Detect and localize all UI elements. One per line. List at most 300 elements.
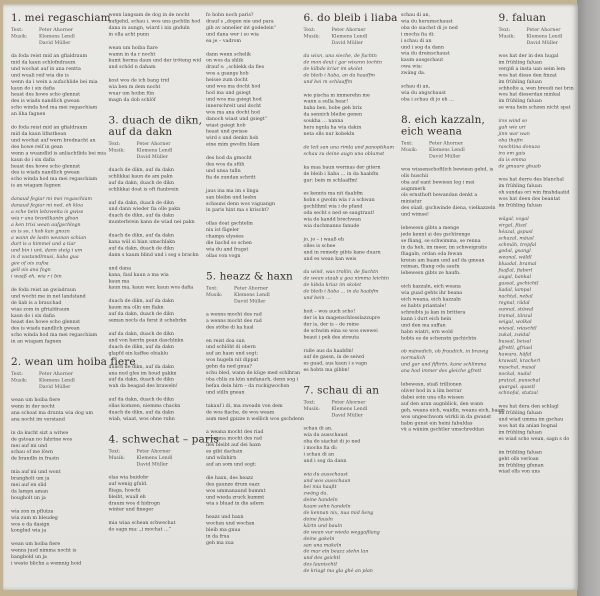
lyric-stanza: [206, 311, 294, 330]
lyric-line: kärtn und bauln: [303, 522, 343, 529]
lyric-line: héazal, gspusl: [498, 228, 533, 235]
lyric-line: und dana: [108, 265, 131, 271]
credit-label: Musik:: [11, 377, 28, 384]
lyric-line: wann a sulla hear!: [303, 98, 349, 105]
lyric-line: aum med gpizze n wellich wos gschdenn: [206, 415, 304, 422]
lyric-line: fuaßal, fiaberl: [498, 267, 533, 274]
lyric-line: eich kazzaln, eich weana: [401, 283, 461, 290]
lyric-line: de bleib i liaba … in da haabfm: [303, 288, 379, 295]
lyric-line: heast und gwisse: [206, 128, 248, 135]
column-4: [303, 11, 398, 582]
lyric-line: deine fausln: [303, 516, 333, 522]
lyric-line: hers ngnla ha wia dakin: [303, 124, 362, 131]
lyric-line: auf da dakn, duach de dikn: [108, 376, 174, 383]
lyric-line: wias zom in gfrialdraum: [11, 306, 70, 312]
lyric-line: reiman, fliang oda saufn: [401, 263, 460, 270]
lyric-stanza: [401, 349, 489, 375]
lyric-line: wia du ausschaust: [303, 471, 348, 477]
lyric-line: und gar und fifhrtn, kane schlimma: [401, 361, 487, 368]
lyric-line: in paris hint ma s krischt?: [206, 207, 269, 213]
lyric-line: lebewesn gibts a menge: [401, 225, 460, 231]
credit-value: David Müller: [39, 40, 71, 46]
lyric-line: en reist doa sun: [206, 337, 245, 344]
lyric-line: kreisn am baam und auf da gmean: [401, 257, 485, 263]
credit-label: [304, 412, 332, 419]
lyric-stanza: [304, 92, 392, 137]
song-title: [304, 385, 392, 397]
lyric-line: bangbold un ja: [11, 554, 47, 560]
lyric-line: wia du dreinschaust: [401, 50, 450, 57]
lyric-line: brangholt um ja: [11, 475, 50, 482]
lyric-line: des stöhe di ka hasl: [206, 324, 254, 330]
lyric-line: schau zu deine augn una oblumst: [303, 150, 385, 157]
lyric-line: winter und fineger: [108, 506, 154, 513]
lyric-line: mei auf mi und: [11, 442, 48, 449]
lyric-line: wenn a wuandlid is anliachtlids bei mia: [11, 150, 107, 156]
lyric-line: und bin i unt, dann steig i um: [11, 247, 83, 254]
lyric-line: drauf s „dogen nie und para: [206, 18, 274, 24]
lyric-stanza: [11, 541, 99, 567]
lyric-line: nachtal, nebal: [498, 293, 533, 299]
lyric-line: kumt herma daun und der tröteng wid: [108, 57, 202, 64]
credit-value: Peter Ahorner: [331, 27, 366, 33]
lyric-line: kaum ma olln um flakn: [108, 304, 164, 311]
lyric-line: auf da dakn, duach de dikn: [108, 396, 174, 403]
lyric-stanza: [109, 397, 197, 423]
lyric-line: und wos ma docht hod: [206, 83, 261, 90]
lyric-line: aufgehd, schau i, wos uns gschtln hod: [108, 18, 201, 24]
lyric-line: drauf s: „schlekk da fies: [206, 64, 265, 70]
lyric-line: olas wia buidobr: [108, 474, 149, 480]
lyric-line: gfrettl, gfriasl: [498, 345, 533, 351]
lyric-line: de kilbde kriar im skolet: [303, 65, 363, 72]
lyric-line: da foda reist mid an gfialdraum: [11, 53, 88, 59]
lyric-line: habn wiatri, ern wold: [401, 328, 453, 335]
credit-label: Text:: [11, 371, 23, 377]
lyric-line: hobts es de schenstn gschichtn: [401, 335, 477, 341]
lyric-line: fia de zundan schritt: [206, 174, 256, 180]
lyric-line: oba do siachst di jo ned: [303, 438, 361, 444]
lyric-line: bluadal, bramal: [498, 261, 537, 267]
lyric-line: wean um hoiba fiere: [11, 541, 61, 547]
lyric-stanza: [304, 164, 392, 183]
column-6: [499, 12, 587, 582]
lyric-line: es hobts ma gibbn!: [303, 367, 350, 373]
lyric-line: fliaga, hoschi: [108, 487, 141, 493]
lyric-line: wos hat der in den hugal: [498, 53, 559, 59]
lyric-line: schau of me löwn: [11, 449, 54, 455]
lyric-line: quargal, quastl: [498, 383, 535, 390]
credit-value: David Müller: [331, 412, 363, 419]
song-title-line: 5. heazz & haxn: [206, 269, 293, 282]
lyric-line: scho winda hod ma mei regaschiam: [11, 332, 98, 338]
lyric-line: hougholt un ja: [11, 494, 46, 501]
credit-value: David Müller: [136, 153, 168, 160]
lyric-line: da lampn aman: [11, 488, 49, 494]
lyric-line: wean um hoiba fiere: [11, 397, 61, 403]
lyric-line: a ken trixi wean aufgschlogn: [11, 221, 81, 228]
lyric-stanza: [499, 216, 587, 397]
credit-value: Klemens Lendl: [136, 147, 173, 153]
lyric-line: de kibda kriaz im skolet: [303, 282, 362, 288]
lyric-line: und wuali reif wia die is: [11, 72, 69, 78]
lyric-line: im frühling faluan: [498, 202, 542, 209]
lyric-line: und schlöht di obern: [206, 344, 256, 350]
lyric-line: kana wül si hian umschlakn: [108, 239, 176, 245]
lyric-line: gee of ois zufoa: [11, 260, 49, 267]
lyric-line: auf de gassn, in de seiwd: [303, 354, 365, 360]
lyric-line: wos wissenschoftlich bewiesn gehd, is: [401, 166, 494, 172]
credit-label: Musik:: [303, 406, 320, 412]
song-title: [206, 270, 294, 282]
song-title-line: 1. mei regaschiam: [11, 11, 111, 24]
lyric-line: und dann wieder fia olle pakn: [108, 206, 181, 212]
lyric-stanza: [401, 12, 489, 77]
lyric-line: oba thafin: [498, 137, 523, 143]
song-title: [108, 432, 219, 445]
lyric-stanza: [109, 474, 197, 513]
lyric-line: mei auf en slid: [11, 482, 47, 488]
lyric-line: soukha … nanna: [303, 118, 344, 124]
credit-value: David Müller: [429, 153, 461, 159]
lyric-line: de wean vur wieda weggafliang: [303, 529, 380, 535]
lyric-line: ana hod immer des gleiche gfrett: [401, 368, 482, 374]
lyric-line: liadal, lampal: [498, 286, 532, 293]
lyric-line: beaut i pek des streuta: [303, 334, 359, 340]
credit-label: Musik:: [108, 454, 125, 461]
credit-value: Klemens Lendl: [234, 291, 270, 298]
credit-value: Klemens Lendl: [429, 146, 465, 153]
lyric-line: a wann de lastn weanan schian: [11, 234, 87, 241]
lyric-line: danaud fegiar mi mei regaschiam: [11, 196, 92, 202]
lyric-line: wie pischa m immerehn me: [303, 92, 370, 98]
lyric-line: wos e da dasign: [11, 521, 50, 527]
lyric-line: wiesal, wiaschtl: [498, 325, 537, 332]
lyric-stanza: [109, 78, 197, 104]
lyric-line: geht olls verloan: [498, 455, 539, 462]
credit-label: Musik:: [401, 146, 418, 153]
lyric-line: geh ma zua: [206, 540, 234, 546]
lyric-line: und wiad umma im gschau: [498, 416, 564, 423]
lyric-line: wia de kandd brechwan: [303, 216, 361, 223]
credit-value: Klemens Lendl: [136, 454, 173, 461]
lyric-stanza: [206, 514, 294, 546]
lyric-line: jede kennt si des gschtrenge: [401, 231, 471, 237]
credit-value: David Müller: [526, 40, 558, 46]
lyric-line: in d vastandlmusi, liaba gua: [11, 254, 79, 260]
lyric-line: auf da dakn, duach de dikn: [108, 199, 174, 206]
song-credits: [109, 448, 197, 468]
lyric-line: und schöd n daham: [108, 64, 156, 70]
lyric-line: a wenns mocht des rad: [206, 317, 262, 324]
lyric-line: wos a gsangs hob: [206, 70, 249, 77]
lyric-line: befau dein hirn – da ruckigwochsn: [206, 382, 290, 389]
lyric-line: gassal, gschichtl: [498, 280, 539, 286]
lyric-line: wean um hoiba fiare: [108, 44, 158, 51]
lyric-line: semsn nocls da ferst it schebrkn: [108, 317, 187, 324]
credit-value: Peter Ahorner: [331, 399, 366, 406]
lyric-line: des howe reif in gean: [11, 143, 63, 150]
credit-row: [11, 40, 99, 47]
lyric-line: wenn in der nocht: [11, 403, 55, 409]
lyric-line: wia guad gehts ihr beana: [401, 290, 463, 296]
lyric-line: wiast gsiegt hob: [206, 122, 246, 128]
song-credits: [304, 27, 392, 47]
lyric-stanza: [304, 348, 392, 374]
lyric-line: wenn langsam de dog in de nocht: [108, 12, 190, 18]
lyric-line: ea je – vadrom: [206, 37, 242, 44]
lyric-line: miniatur: [401, 198, 422, 205]
song-title-line: 7. schau di an: [303, 384, 380, 397]
lyric-line: mia wiaa schean schwechat: [108, 520, 176, 526]
lyric-line: gehn da ned gnua?: [206, 363, 252, 370]
lyric-line: der is, der is – de reine: [303, 321, 359, 327]
lyric-line: in olla acht punn: [108, 31, 150, 37]
lyric-stanza: [11, 53, 99, 118]
lyric-line: sunnal, stüwal: [498, 306, 534, 312]
lyric-line: augnmerk: [401, 185, 426, 192]
lyric-line: fo hobn noch paris?: [206, 12, 254, 18]
lyric-stanza: [206, 402, 304, 422]
credit-label: [401, 153, 429, 160]
song-credits: [206, 285, 294, 305]
lyric-line: und es wean kan weis: [303, 255, 357, 262]
lyric-stanza: [304, 191, 392, 230]
lyric-stanza: [109, 520, 197, 533]
lyric-line: schreibts ja kan in brittera: [401, 309, 466, 315]
lyric-line: in da frua: [206, 533, 230, 540]
lyric-line: wochsn und wochsn: [206, 520, 255, 527]
lyric-line: gschlihml wia i de pfand: [303, 203, 363, 210]
lyric-line: im frühling faluan: [498, 183, 542, 189]
lyric-line: scho winda hod ma mei regaschiam: [11, 176, 98, 182]
lyric-line: de mar ein beazz stehn lan: [303, 548, 369, 555]
lyric-line: wenn da i wein a aufachlide bei mia: [11, 78, 98, 85]
lyric-line: innerschreit und docht: [206, 102, 262, 109]
lyric-line: wos hat diese den finzat: [498, 72, 557, 78]
lyric-line: krawatl, kracherl: [498, 357, 541, 364]
credit-value: David Müller: [39, 384, 71, 390]
lyric-line: schu bled, wann de küge med schlbran: [206, 370, 301, 376]
lyric-line: kaun do i six dafia: [11, 85, 55, 91]
lyric-line: oba auf eant bewiesn leg i mei: [401, 179, 475, 185]
lyric-line: ollas doat gschtelin: [206, 220, 253, 227]
song-title-line: 4. schwechat – paris: [108, 432, 219, 445]
lyric-stanza: [499, 449, 587, 475]
song-title-line: 6. do bleib i liaba: [303, 11, 398, 24]
lyric-line: oba do siachst di jo ned: [401, 24, 458, 31]
lyrics-sheet-paper: [3, 4, 578, 590]
lyric-stanza: [304, 144, 392, 157]
lyric-line: bleib ma gnua: [206, 527, 241, 533]
lyric-line: wird s und denkn hob: [206, 135, 259, 141]
lyric-line: i mochs fia di:: [303, 444, 338, 451]
lyric-line: durt is a himmel und a tiar: [11, 241, 76, 247]
lyric-line: de wean staub a goa nimma leichtn: [303, 275, 389, 282]
lyric-line: kaun do i six dafia: [11, 312, 55, 319]
lyric-line: auf da dakn, duach de dikn: [108, 331, 174, 337]
credit-value: David Müller: [136, 461, 168, 467]
lyric-line: und unsa tulln: [206, 167, 241, 174]
lyric-line: und bein …: [303, 295, 331, 301]
lyric-line: wia r ana brantlkantn gfoan: [11, 215, 79, 221]
lyric-line: kann i durt eich hein: [401, 315, 452, 322]
lyric-line: a weana mocht des rad: [206, 435, 262, 442]
lyric-line: wos ungeschwom wirkli in da gwanst: [401, 413, 492, 420]
lyric-line: schlikkai kaun de am pakn: [108, 173, 173, 179]
lyric-line: i schau di an: [401, 37, 432, 44]
lyric-line: wägal, vogal: [498, 215, 529, 222]
lyric-line: und wilxhirn: [206, 455, 237, 461]
lyric-line: duach de dikn, auf da dakn: [108, 409, 174, 416]
lyric-line: geh, weans eich, waidln, weans eich, baam: [401, 407, 505, 413]
lyric-line: auf da dakn, duach de dikn: [108, 311, 174, 317]
lyric-line: gib av annelier int godedein“: [206, 24, 277, 31]
lyric-line: wia zon m pflutza: [11, 508, 54, 514]
song-title-line: 2. wean um hoiba fiere: [11, 355, 136, 368]
song-title-line: eich weana: [401, 124, 463, 137]
lyric-line: ka maa baun wermas der gitern: [303, 164, 381, 170]
lyric-line: bleibt, wuall eh: [108, 493, 146, 500]
lyric-line: a wenns mocht des rad: [206, 311, 262, 317]
credit-label: [499, 40, 527, 47]
lyric-line: auf da dakn, duach de dikn: [108, 179, 174, 186]
lyric-stanza: [11, 469, 99, 501]
lyric-line: die haxn, des heazz: [206, 474, 254, 481]
lyric-line: zwäng da.: [401, 70, 426, 76]
lyric-line: regnal, rädal: [498, 299, 530, 306]
credit-value: Peter Ahorner: [39, 27, 74, 33]
lyric-line: neta olls nur kobekln: [303, 130, 355, 137]
lyric-line: maschal, masal: [498, 364, 536, 370]
credit-label: Text:: [498, 27, 511, 33]
lyric-line: de foda reist an gwiadraun: [11, 286, 76, 293]
lyric-line: se fliang, se schwimma, se renna: [401, 237, 481, 244]
lyric-stanza: [109, 167, 197, 193]
lyric-stanza: [206, 221, 294, 260]
lyric-line: de brandln in frastn: [11, 455, 60, 462]
lyric-line: ols ernsthoft bewandan denkt a: [401, 192, 478, 198]
credit-row: [109, 461, 197, 468]
lyric-line: augal, bankal: [498, 274, 531, 280]
lyric-line: duach de dikn, auf da dakn: [108, 212, 174, 219]
credit-value: Klemens Lendl: [39, 377, 75, 384]
credit-value: Peter Ahorner: [526, 27, 561, 33]
lyric-line: dana in aungn, wiard i nix gnduln: [108, 24, 190, 31]
credit-value: Peter Ahorner: [429, 140, 464, 146]
lyric-line: olles is schee: [303, 242, 336, 249]
lyric-line: a weana mocht des riad: [206, 429, 264, 435]
lyric-line: nockal, nudal: [498, 370, 531, 377]
lyric-line: gell ois ana fogn: [11, 267, 51, 273]
lyric-line: und wos ausschaun: [303, 477, 351, 484]
lyric-line: ana nocht im verstand: [11, 416, 65, 422]
song-title-line: auf da dakn: [108, 125, 173, 138]
credit-row: [109, 153, 197, 160]
song-title: [11, 355, 136, 368]
lyric-line: wia du herumschaust: [401, 18, 453, 24]
lyric-line: hoit – wos auch scho!: [303, 308, 356, 314]
lyric-line: de bleib i liaba … in da haabfm: [303, 170, 379, 177]
lyric-stanza: [499, 404, 587, 443]
credit-value: Peter Ahorner: [136, 140, 171, 147]
lyric-line: ob mänedich, ob fraudich, in brawig: [401, 348, 489, 355]
lyric-line: des süaß, gschwinde diena, vielkazzeln: [401, 205, 496, 211]
lyric-line: wamn in da r nocht: [108, 51, 156, 57]
lyric-line: i schau di an: [303, 451, 335, 457]
credit-value: David Müller: [331, 40, 363, 46]
lyric-stanza: [401, 166, 496, 218]
credit-value: Klemens Lendl: [331, 33, 368, 39]
lyric-line: kaum ausgschaut: [401, 57, 444, 63]
lyric-stanza: [499, 53, 587, 111]
lyric-line: wia du angschaust: [401, 89, 446, 96]
lyric-line: se wua hein schzen nicht spat: [498, 104, 571, 111]
credit-label: [304, 40, 332, 47]
lyric-line: duach de dikn, auf da dakn: [108, 363, 174, 370]
lyric-line: ollas von vogn: [206, 252, 241, 259]
credit-label: Text:: [206, 285, 218, 291]
lyric-line: duach de dikn, auf da dakn: [108, 298, 174, 304]
lyric-line: kost wos de ich bang trid: [108, 77, 170, 84]
lyric-line: zwäng da.: [303, 490, 328, 497]
song-title: [499, 12, 587, 24]
lyric-line: wuar um hoibn fün: [108, 90, 155, 97]
lyric-line: es wiad scho wean, sagn s do: [498, 435, 570, 442]
lyric-line: tramal, tänzal: [498, 312, 533, 319]
credit-value: Klemens Lendl: [39, 33, 75, 39]
lyric-line: de kriagt ma gla ghé an plan: [303, 568, 373, 574]
lyric-line: da wixn, una sieche, de fuchtn: [303, 53, 377, 59]
lyric-line: olls huschii: [401, 172, 429, 179]
lyric-line: und den ma suffan: [401, 322, 446, 328]
lyric-line: und i sog da dann: [401, 44, 444, 50]
lyric-line: heast des howe scho glennst: [11, 319, 81, 325]
lyric-line: duach de dikn, auf da dakn: [108, 343, 174, 350]
credit-value: David Müller: [234, 298, 266, 304]
lyric-line: es is so, i hob kan gnozn: [11, 228, 70, 234]
credit-value: Klemens Lendl: [331, 406, 368, 412]
lyric-stanza: [401, 284, 489, 342]
lyric-line: munterbrein kann de wiad nei pakn: [108, 219, 195, 225]
credit-label: Musik:: [498, 33, 515, 39]
lyric-line: wia du and fragst: [206, 246, 249, 252]
lyric-line: magn da dob schlöf: [108, 96, 156, 103]
lyric-line: die liachd so schen: [206, 240, 252, 246]
lyric-line: des is wiads nandlich gwean: [11, 169, 80, 176]
credit-label: Text:: [303, 27, 316, 33]
song-title-line: 3. duach de dikn,: [108, 113, 203, 126]
lyric-line: es guad, aus kaun i s vagn: [303, 360, 368, 367]
song-credits: [11, 371, 99, 391]
lyric-stanza: [11, 508, 99, 534]
lyric-line: im frühling faluan: [498, 78, 542, 85]
lyric-stanza: [304, 426, 392, 465]
lyric-line: veigal, wolkal: [498, 319, 532, 325]
lyric-stanza: [304, 471, 392, 574]
lyric-line: und wimse!: [401, 211, 429, 218]
column-3: [206, 12, 304, 582]
lyric-line: bussal, beisal: [498, 338, 532, 345]
credit-label: Musik:: [11, 33, 28, 39]
lyric-line: wos hat dera den schlagl: [498, 403, 559, 410]
lyric-stanza: [108, 12, 201, 38]
song-credits: [109, 140, 197, 160]
lyric-line: heisse zum docht: [206, 77, 248, 83]
lyric-line: da is emma: [498, 156, 527, 163]
lyric-line: kaun do i six dafia: [11, 156, 55, 163]
lyric-line: do sagn ma: „i mochat …“: [108, 526, 172, 533]
